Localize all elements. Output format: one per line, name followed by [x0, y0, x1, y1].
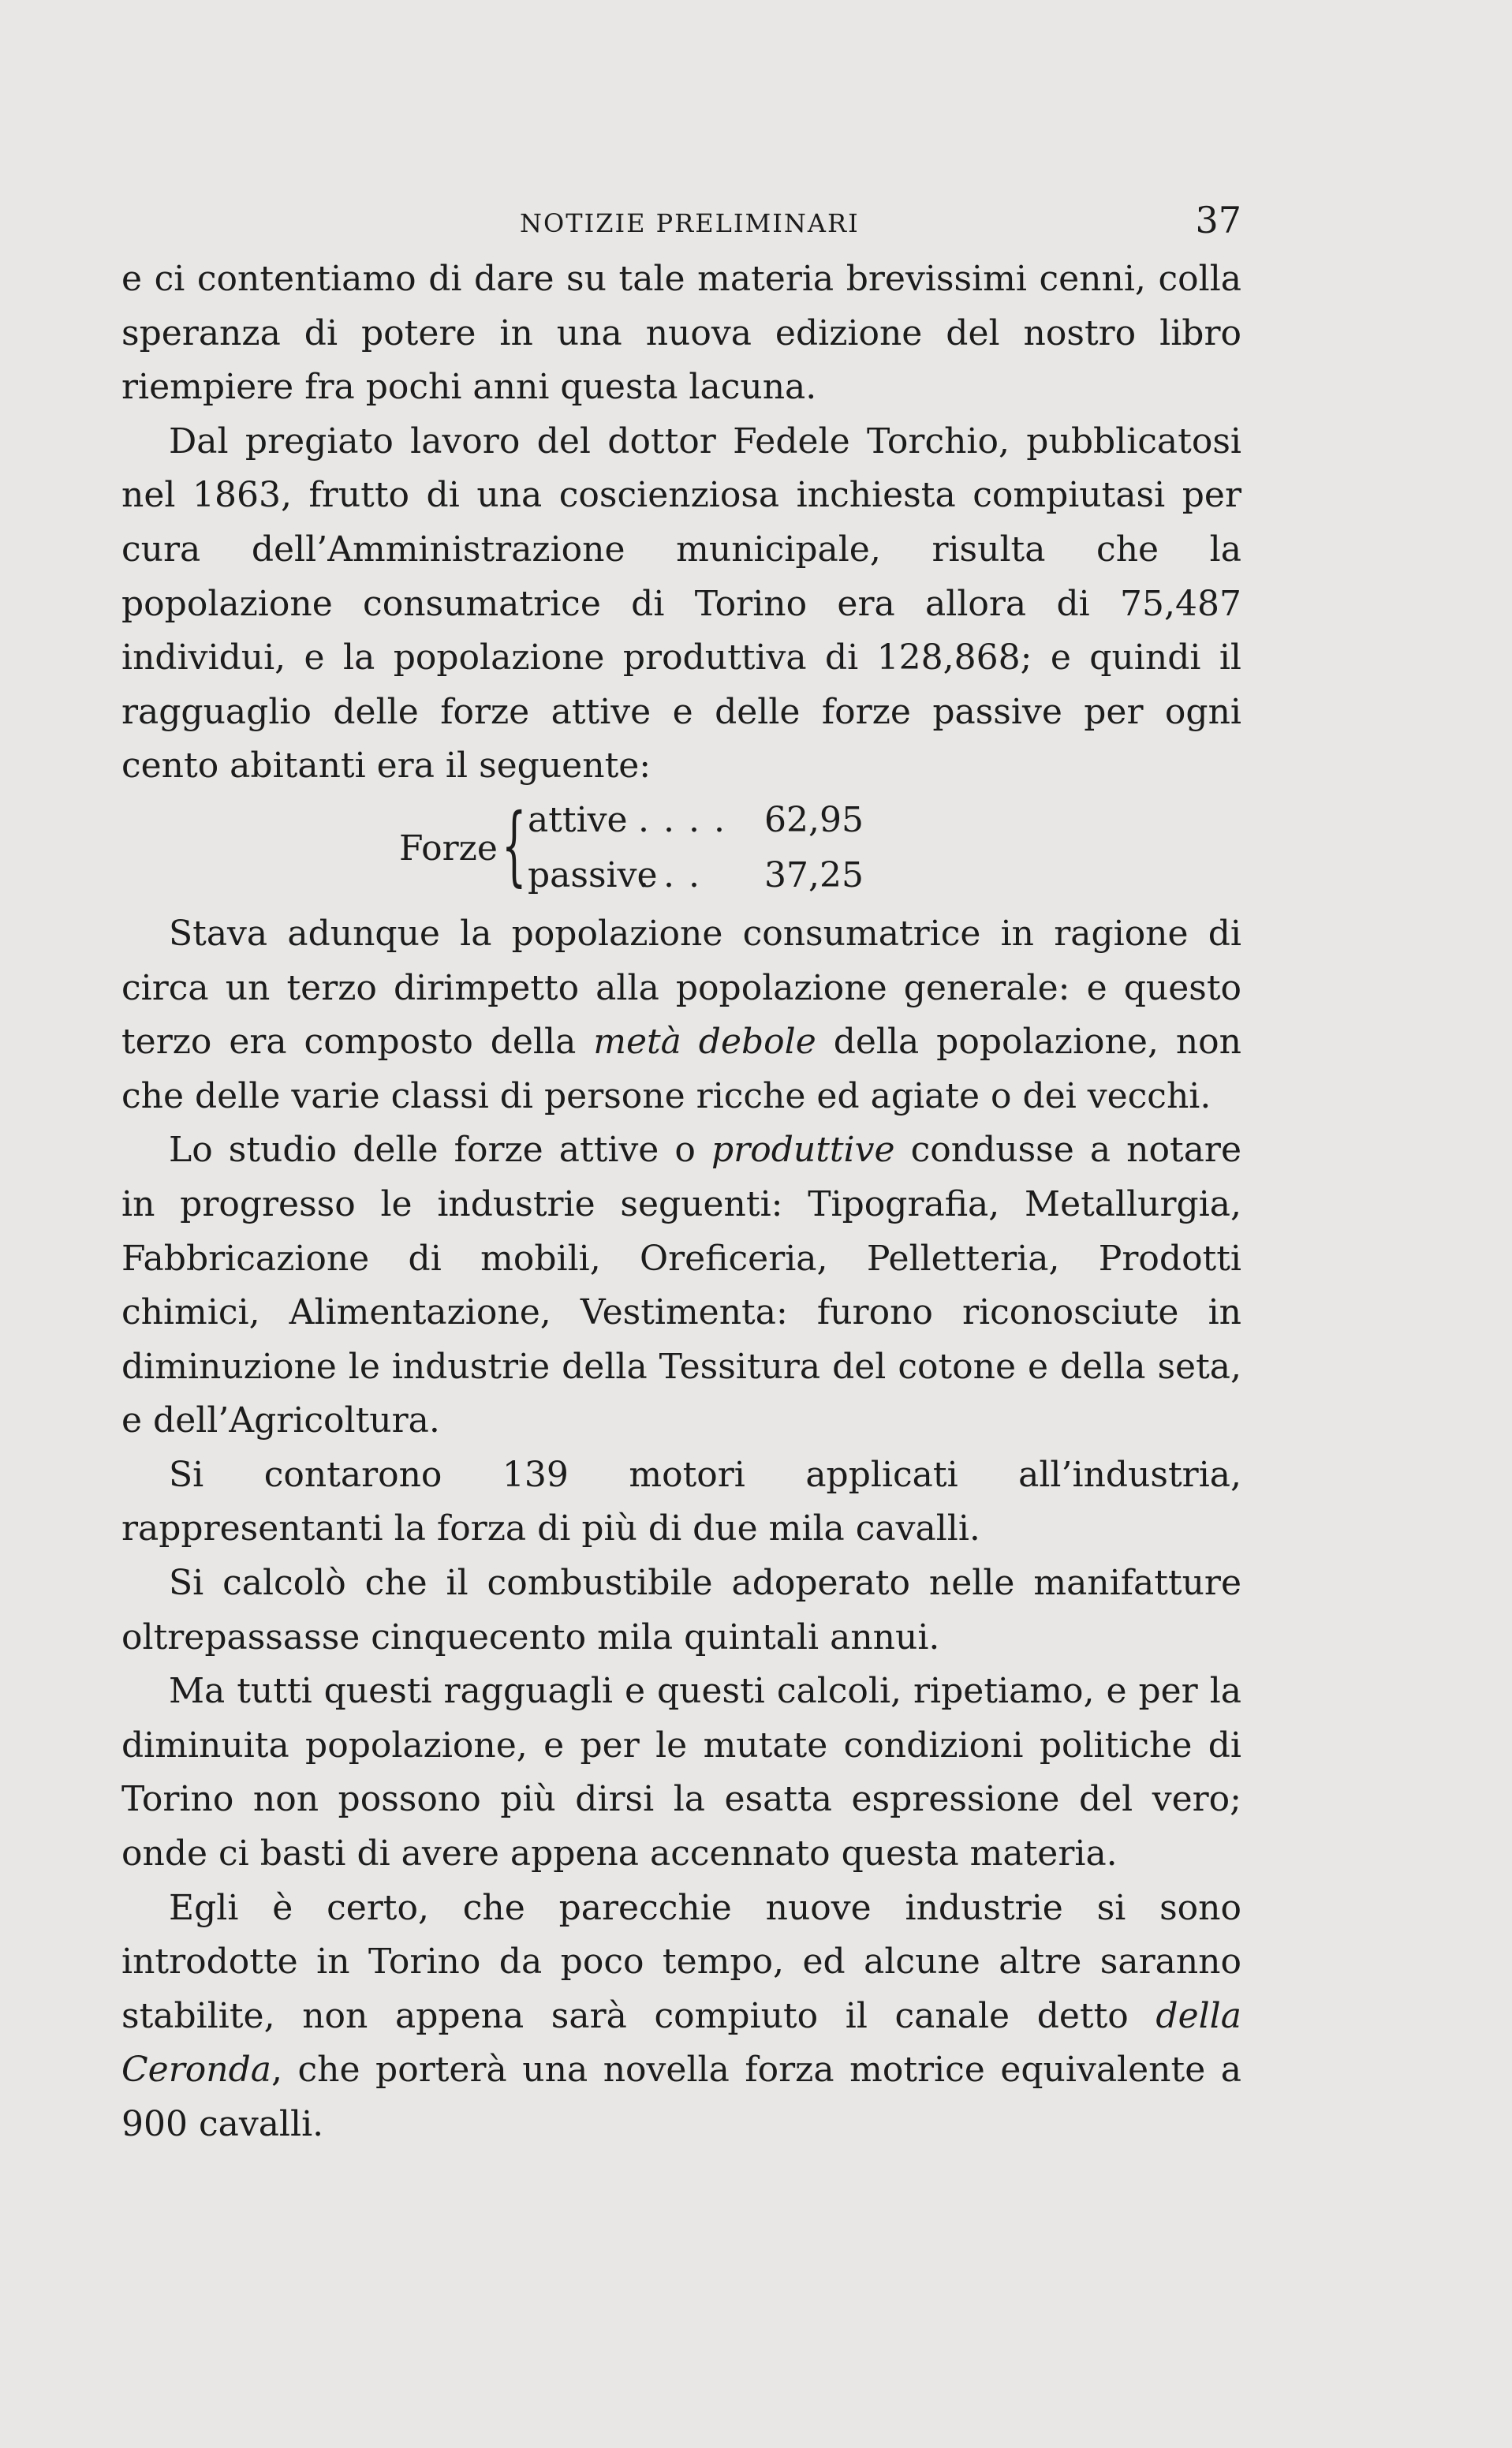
paragraph-8	[121, 1882, 1241, 2152]
paragraph-5: Si contarono 139 motori applicati all’industria, rappresentanti la forza di più di due mila cavalli.	[121, 1454, 1241, 1549]
paragraph-8-part-1: Egli è certo, che parecchie nuove industrie si sono introdotte in Torino da poco tempo, ed alcune altre saranno stabilite, non appena sarà compiuto il canale detto	[121, 1887, 1241, 2036]
leader-dots: ...	[638, 854, 714, 895]
page-number: 37	[1195, 199, 1241, 241]
paragraph-1: e ci contentiamo di dare su tale materia brevissimi cenni, colla speranza di potere in una nuova edizione del nostro libro riempiere fra pochi anni questa lacuna.	[121, 259, 1241, 408]
forze-row-attive	[528, 794, 864, 848]
paragraph-6: Si calcolò che il combustibile adoperato nelle manifatture oltrepassasse cinquecento mila quintali annui.	[121, 1563, 1241, 1658]
paragraph-8-emphasis: della Ceronda	[121, 1995, 1241, 2091]
paragraph-3-part-1: Stava adunque la popolazione consumatrice in ragione di circa un terzo dirimpetto alla popolazione generale: e questo terzo era composto della	[121, 913, 1241, 1063]
curly-brace-icon: {	[502, 794, 527, 895]
paragraph-3-part-2: della popolazione, non che delle varie classi di persone ricche ed agiate o dei vecchi.	[121, 1022, 1241, 1116]
paragraph-8-part-2: , che porterà una novella forza motrice equivalente a 900 cavalli.	[121, 2050, 1241, 2144]
forze-table	[121, 794, 1241, 907]
paragraph-2: Dal pregiato lavoro del dottor Fedele Torchio, pubblicatosi nel 1863, frutto di una coscienziosa inchiesta compiutasi per cura dell’Amministrazione municipale, risulta che la popolazione consumatrice di Torino era allora di 75,487 individui, e la popolazione produttiva di 128,868; e quindi il ragguaglio delle forze attive e delle forze passive per ogni cento abitanti era il seguente:	[121, 420, 1241, 787]
page-header	[121, 199, 1241, 246]
paragraph-7: Ma tutti questi ragguagli e questi calcoli, ripetiamo, e per la diminuita popolazione, e per le mutate condizioni politiche di Torino non possono più dirsi la esatta espressione del vero; onde ci basti di avere appena accennato questa materia.	[121, 1671, 1241, 1874]
forze-row-value: 37,25	[764, 854, 864, 895]
forze-row-name: attive	[528, 799, 628, 840]
paragraph-4-emphasis: produttive	[711, 1130, 895, 1171]
paragraph-3-emphasis: metà debole	[593, 1022, 816, 1063]
paragraph-4	[121, 1123, 1241, 1448]
paragraph-3	[121, 907, 1241, 1123]
forze-label: Forze	[399, 828, 498, 869]
leader-dots: ....	[638, 799, 739, 840]
running-title: NOTIZIE PRELIMINARI	[520, 208, 860, 238]
body-text	[121, 252, 1241, 2152]
forze-row-passive	[528, 849, 864, 903]
paragraph-4-part-2: condusse a notare in progresso le industrie seguenti: Tipografia, Metallurgia, Fabbricazione di mobili, Oreficeria, Pelletteria, Prodotti chimici, Alimentazione, Vestimenta: furono riconosciute in diminuzione le industrie della Tessitura del cotone e della seta, e dell’Agricoltura.	[121, 1130, 1241, 1441]
forze-row-value: 62,95	[764, 799, 864, 840]
forze-row-name: passive	[528, 854, 658, 895]
paragraph-4-part-1: Lo studio delle forze attive o	[169, 1130, 711, 1171]
